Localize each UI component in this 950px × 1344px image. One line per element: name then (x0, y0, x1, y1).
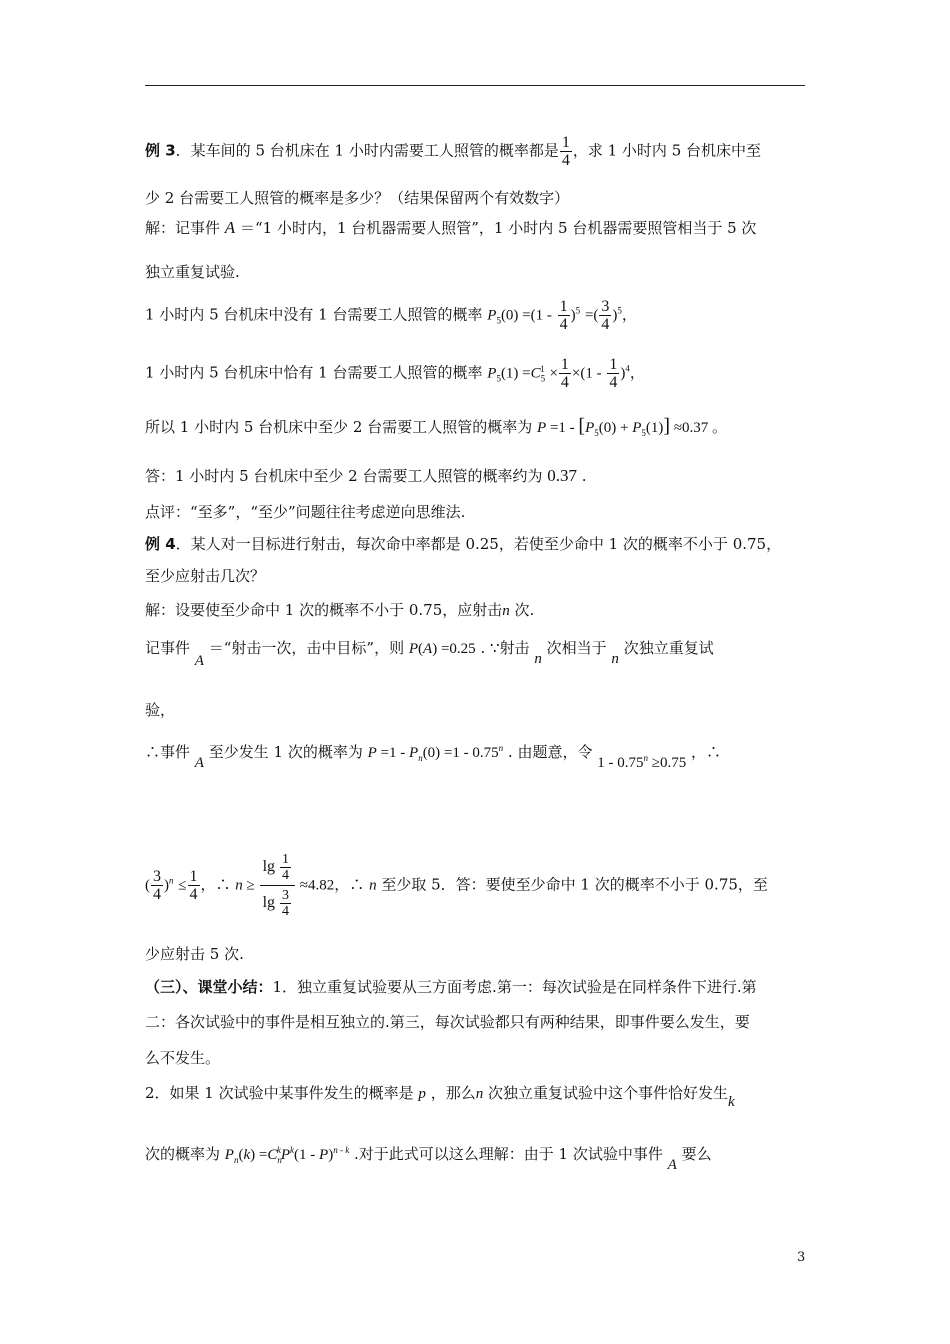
ex3-line-3: 解：记事件 A ＝“1 小时内，1 台机器需要人照管”，1 小时内 5 台机器需要照管相当于 5 次 (145, 218, 757, 237)
summary-line-1: （三）、课堂小结：1．独立重复试验要从三方面考虑.第一：每次试验是在同样条件下进行.第 (145, 978, 757, 996)
summary-line-3: 么不发生。 (145, 1049, 221, 1067)
ex4-line-2: 至少应射击几次？ (145, 567, 266, 585)
ex4-line-4: 记事件 A ＝“射击一次，击中目标”，则 P(A) =0.25 . ∵射击 n 次相当于 n 次独立重复试 (145, 639, 714, 669)
ex3-formula-p5-1: 1 小时内 5 台机床中恰有 1 台需要工人照管的概率 $P_5(1) =C_5^1$ × $\frac{1}{4}$ ×(1 - $\frac{1}{4}$ )$^4$， (145, 356, 645, 391)
ex4-line-5: 验， (145, 701, 176, 719)
ex3-formula-p: 所以 1 小时内 5 台机床中至少 2 台需要工人照管的概率为 $P =1 - [P_5(0) + P_5(1)] \approx 0.37$ 。 (145, 415, 728, 438)
ex4-line-6: ∴事件 A 至少发生 1 次的概率为 $P =1 - P_n(0) =1 - 0.75^n$ . 由题意，令 $1 - 0.75^n \ge 0.75$ ，∴ (145, 743, 722, 771)
ex3-line-1: 例 3．某车间的 5 台机床在 1 小时内需要工人照管的概率都是 $\frac{1}{4}$ ，求 1 小时内 5 台机床中至 (145, 134, 762, 169)
summary-line-5: 次的概率为 $P_n(k) =C_n^kP^k(1 - P)^{n - k}$ .对于此式可以这么理解：由于 1 次试验中事件 A 要么 (145, 1145, 712, 1173)
header-rule (145, 85, 805, 86)
ex3-line-2: 少 2 台需要工人照管的概率是多少？（结果保留两个有效数字） (145, 189, 570, 207)
ex4-line-8: 少应射击 5 次. (145, 945, 244, 963)
ex4-line-3: 解：设要使至少命中 1 次的概率不小于 0.75，应射击n 次. (145, 601, 535, 619)
ex4-line-1: 例 4．某人对一目标进行射击，每次命中率都是 0.25，若使至少命中 1 次的概率不小于 0.75， (145, 535, 782, 553)
summary-line-2: 二：各次试验中的事件是相互独立的.第三，每次试验都只有两种结果，即事件要么发生，要 (145, 1013, 750, 1031)
ex3-label: 例 3 (145, 141, 176, 160)
log-fraction: lg $\frac{1}{4}$ lg $\frac{3}{4}$ (260, 852, 295, 919)
ex3-comment: 点评：“至多”，“至少”问题往往考虑逆向思维法. (145, 503, 466, 521)
page-number: 3 (797, 1250, 806, 1265)
summary-label: （三）、课堂小结： (145, 978, 273, 996)
ex4-inequality: ( $\frac{3}{4}$ )$^n$ ≤ $\frac{1}{4}$ ，∴ n ≥ lg $\frac{1}{4}$ lg $\frac{3}{4}$ ≈4.82，∴ n 至少取 5．答：要使至少命中 1 次的概率不小于 0.75，至 (145, 852, 768, 919)
ex3-line-4: 独立重复试验. (145, 263, 240, 281)
ex3-answer: 答：1 小时内 5 台机床中至少 2 台需要工人照管的概率约为 0.37 . (145, 466, 587, 485)
ex3-formula-p5-0: 1 小时内 5 台机床中没有 1 台需要工人照管的概率 $P_5(0) =(1$ - $\frac{1}{4}$ )$^5$ =( $\frac{3}{4}$ )$^5$， (145, 298, 637, 333)
summary-line-4: 2．如果 1 次试验中某事件发生的概率是 p ，那么n 次独立重复试验中这个事件恰好发生k (145, 1084, 735, 1110)
fraction-one-quarter: $\frac{1}{4}$ (561, 134, 570, 169)
ex4-label: 例 4 (145, 535, 176, 553)
